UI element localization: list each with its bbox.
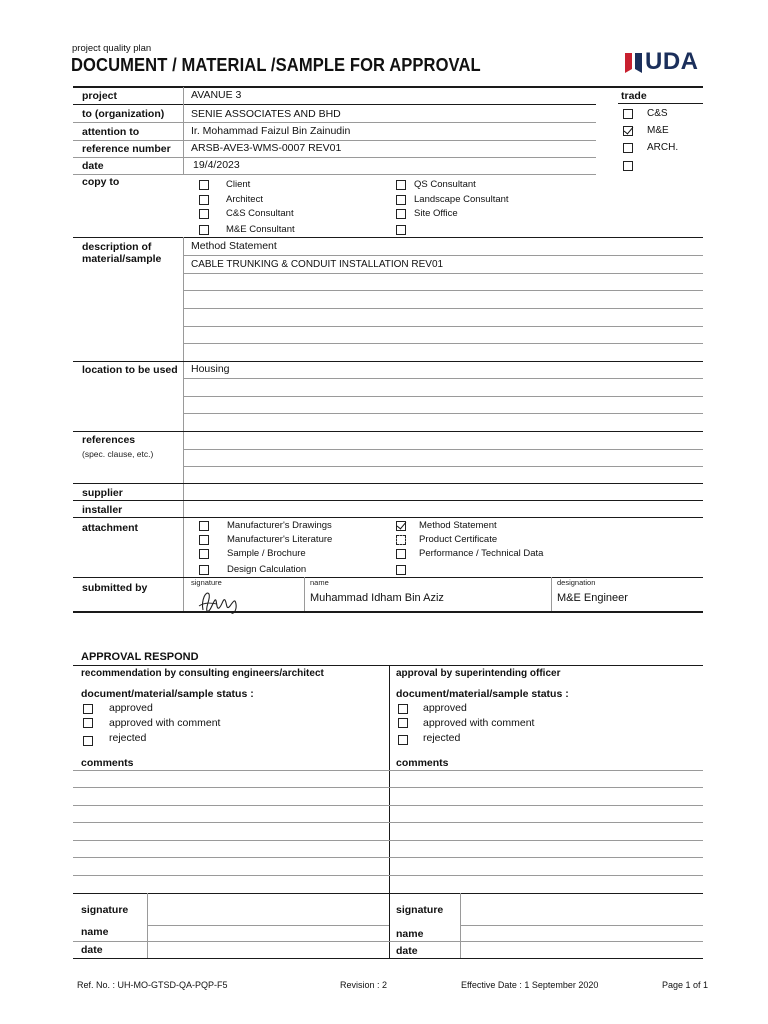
attachment-checkbox-sample[interactable] bbox=[199, 549, 209, 559]
copy-option-site-office: Site Office bbox=[414, 208, 458, 219]
organization-value[interactable]: SENIE ASSOCIATES AND BHD bbox=[191, 108, 341, 120]
trade-checkbox-blank[interactable] bbox=[623, 161, 633, 171]
project-label: project bbox=[82, 90, 118, 102]
left-status-approved-checkbox[interactable] bbox=[83, 704, 93, 714]
designation-caption: designation bbox=[557, 578, 596, 587]
right-date-label: date bbox=[396, 945, 418, 957]
trade-option-me: M&E bbox=[647, 125, 669, 136]
description-label-line1: description of bbox=[82, 241, 152, 253]
logo-text: UDA bbox=[645, 48, 699, 75]
copy-to-label: copy to bbox=[82, 176, 120, 188]
submitter-designation[interactable]: M&E Engineer bbox=[557, 592, 628, 604]
left-approval-heading: recommendation by consulting engineers/architect bbox=[81, 668, 324, 679]
copy-checkbox-qs[interactable] bbox=[396, 180, 406, 190]
submitted-by-label: submitted by bbox=[82, 582, 148, 594]
date-value[interactable]: 19/4/2023 bbox=[193, 159, 240, 171]
copy-option-qs: QS Consultant bbox=[414, 179, 476, 190]
copy-option-client: Client bbox=[226, 179, 251, 190]
attachment-checkbox-literature[interactable] bbox=[199, 535, 209, 545]
right-status-approved-checkbox[interactable] bbox=[398, 704, 408, 714]
copy-checkbox-me-consultant[interactable] bbox=[199, 225, 209, 235]
right-signature-label: signature bbox=[396, 904, 444, 916]
left-status-approved: approved bbox=[109, 702, 153, 714]
footer-effective-date: Effective Date : 1 September 2020 bbox=[461, 980, 599, 990]
attachment-option-drawings: Manufacturer's Drawings bbox=[227, 520, 332, 531]
attachment-option-method-statement: Method Statement bbox=[419, 520, 497, 531]
copy-option-me-consultant: M&E Consultant bbox=[226, 224, 295, 235]
attachment-checkbox-design-calc[interactable] bbox=[199, 565, 209, 575]
right-comments-label: comments bbox=[396, 757, 449, 769]
attachment-option-design-calc: Design Calculation bbox=[227, 564, 307, 575]
copy-checkbox-cs-consultant[interactable] bbox=[199, 209, 209, 219]
left-status-rejected: rejected bbox=[109, 732, 147, 744]
uda-logo bbox=[623, 50, 705, 76]
date-label: date bbox=[82, 160, 104, 172]
document-subtitle: project quality plan bbox=[72, 43, 152, 54]
left-signature-label: signature bbox=[81, 904, 129, 916]
copy-option-cs-consultant: C&S Consultant bbox=[226, 208, 294, 219]
attachment-option-sample: Sample / Brochure bbox=[227, 548, 306, 559]
right-status-approved-comment: approved with comment bbox=[423, 717, 535, 729]
attachment-checkbox-method-statement[interactable] bbox=[396, 521, 406, 531]
left-name-label: name bbox=[81, 926, 109, 938]
right-status-rejected: rejected bbox=[423, 732, 461, 744]
copy-checkbox-blank[interactable] bbox=[396, 225, 406, 235]
reference-label: reference number bbox=[82, 143, 171, 155]
description-label-line2: material/sample bbox=[82, 253, 162, 265]
copy-option-architect: Architect bbox=[226, 194, 263, 205]
right-status-approved-comment-checkbox[interactable] bbox=[398, 718, 408, 728]
uda-logo-icon bbox=[623, 51, 647, 75]
right-name-label: name bbox=[396, 928, 424, 940]
attachment-label: attachment bbox=[82, 522, 139, 534]
right-approval-heading: approval by superintending officer bbox=[396, 668, 561, 679]
attachment-checkbox-drawings[interactable] bbox=[199, 521, 209, 531]
description-line-2[interactable]: CABLE TRUNKING & CONDUIT INSTALLATION REV01 bbox=[191, 259, 444, 270]
project-value[interactable]: AVANUE 3 bbox=[191, 89, 242, 101]
right-status-rejected-checkbox[interactable] bbox=[398, 735, 408, 745]
trade-checkbox-cs[interactable] bbox=[623, 109, 633, 119]
left-status-label: document/material/sample status : bbox=[81, 688, 254, 700]
location-value[interactable]: Housing bbox=[191, 363, 230, 375]
attachment-option-product-certificate: Product Certificate bbox=[419, 534, 498, 545]
location-label: location to be used bbox=[82, 364, 178, 376]
trade-option-arch: ARCH. bbox=[647, 142, 679, 153]
attachment-checkbox-product-certificate[interactable] bbox=[396, 535, 406, 545]
signature-caption: signature bbox=[191, 578, 222, 587]
attachment-option-literature: Manufacturer's Literature bbox=[227, 534, 333, 545]
left-status-approved-comment: approved with comment bbox=[109, 717, 221, 729]
organization-label: to (organization) bbox=[82, 108, 165, 120]
copy-checkbox-architect[interactable] bbox=[199, 195, 209, 205]
document-title: DOCUMENT / MATERIAL /SAMPLE FOR APPROVAL bbox=[71, 55, 481, 75]
attachment-checkbox-performance[interactable] bbox=[396, 549, 406, 559]
copy-checkbox-landscape[interactable] bbox=[396, 195, 406, 205]
copy-checkbox-client[interactable] bbox=[199, 180, 209, 190]
attention-value[interactable]: Ir. Mohammad Faizul Bin Zainudin bbox=[191, 125, 351, 137]
copy-option-landscape: Landscape Consultant bbox=[414, 194, 509, 205]
name-caption: name bbox=[310, 578, 329, 587]
description-line-1[interactable]: Method Statement bbox=[191, 240, 277, 252]
submitter-name[interactable]: Muhammad Idham Bin Aziz bbox=[310, 592, 444, 604]
approval-heading: APPROVAL RESPOND bbox=[81, 651, 199, 663]
footer-page: Page 1 of 1 bbox=[662, 980, 709, 990]
copy-checkbox-site-office[interactable] bbox=[396, 209, 406, 219]
attention-label: attention to bbox=[82, 126, 140, 138]
right-status-label: document/material/sample status : bbox=[396, 688, 569, 700]
trade-option-cs: C&S bbox=[647, 108, 668, 119]
left-comments-label: comments bbox=[81, 757, 134, 769]
trade-checkbox-arch[interactable] bbox=[623, 143, 633, 153]
supplier-label: supplier bbox=[82, 487, 123, 499]
trade-checkbox-me[interactable] bbox=[623, 126, 633, 136]
attachment-checkbox-blank[interactable] bbox=[396, 565, 406, 575]
references-sublabel: (spec. clause, etc.) bbox=[82, 449, 154, 459]
left-date-label: date bbox=[81, 944, 103, 956]
left-status-approved-comment-checkbox[interactable] bbox=[83, 718, 93, 728]
left-status-rejected-checkbox[interactable] bbox=[83, 736, 93, 746]
attachment-option-performance: Performance / Technical Data bbox=[419, 548, 544, 559]
footer-revision: Revision : 2 bbox=[340, 980, 388, 990]
reference-value[interactable]: ARSB-AVE3-WMS-0007 REV01 bbox=[191, 142, 342, 154]
right-status-approved: approved bbox=[423, 702, 467, 714]
trade-label: trade bbox=[621, 90, 647, 102]
installer-label: installer bbox=[82, 504, 123, 516]
references-label: references bbox=[82, 434, 136, 446]
footer-ref: Ref. No. : UH-MO-GTSD-QA-PQP-F5 bbox=[77, 980, 228, 990]
